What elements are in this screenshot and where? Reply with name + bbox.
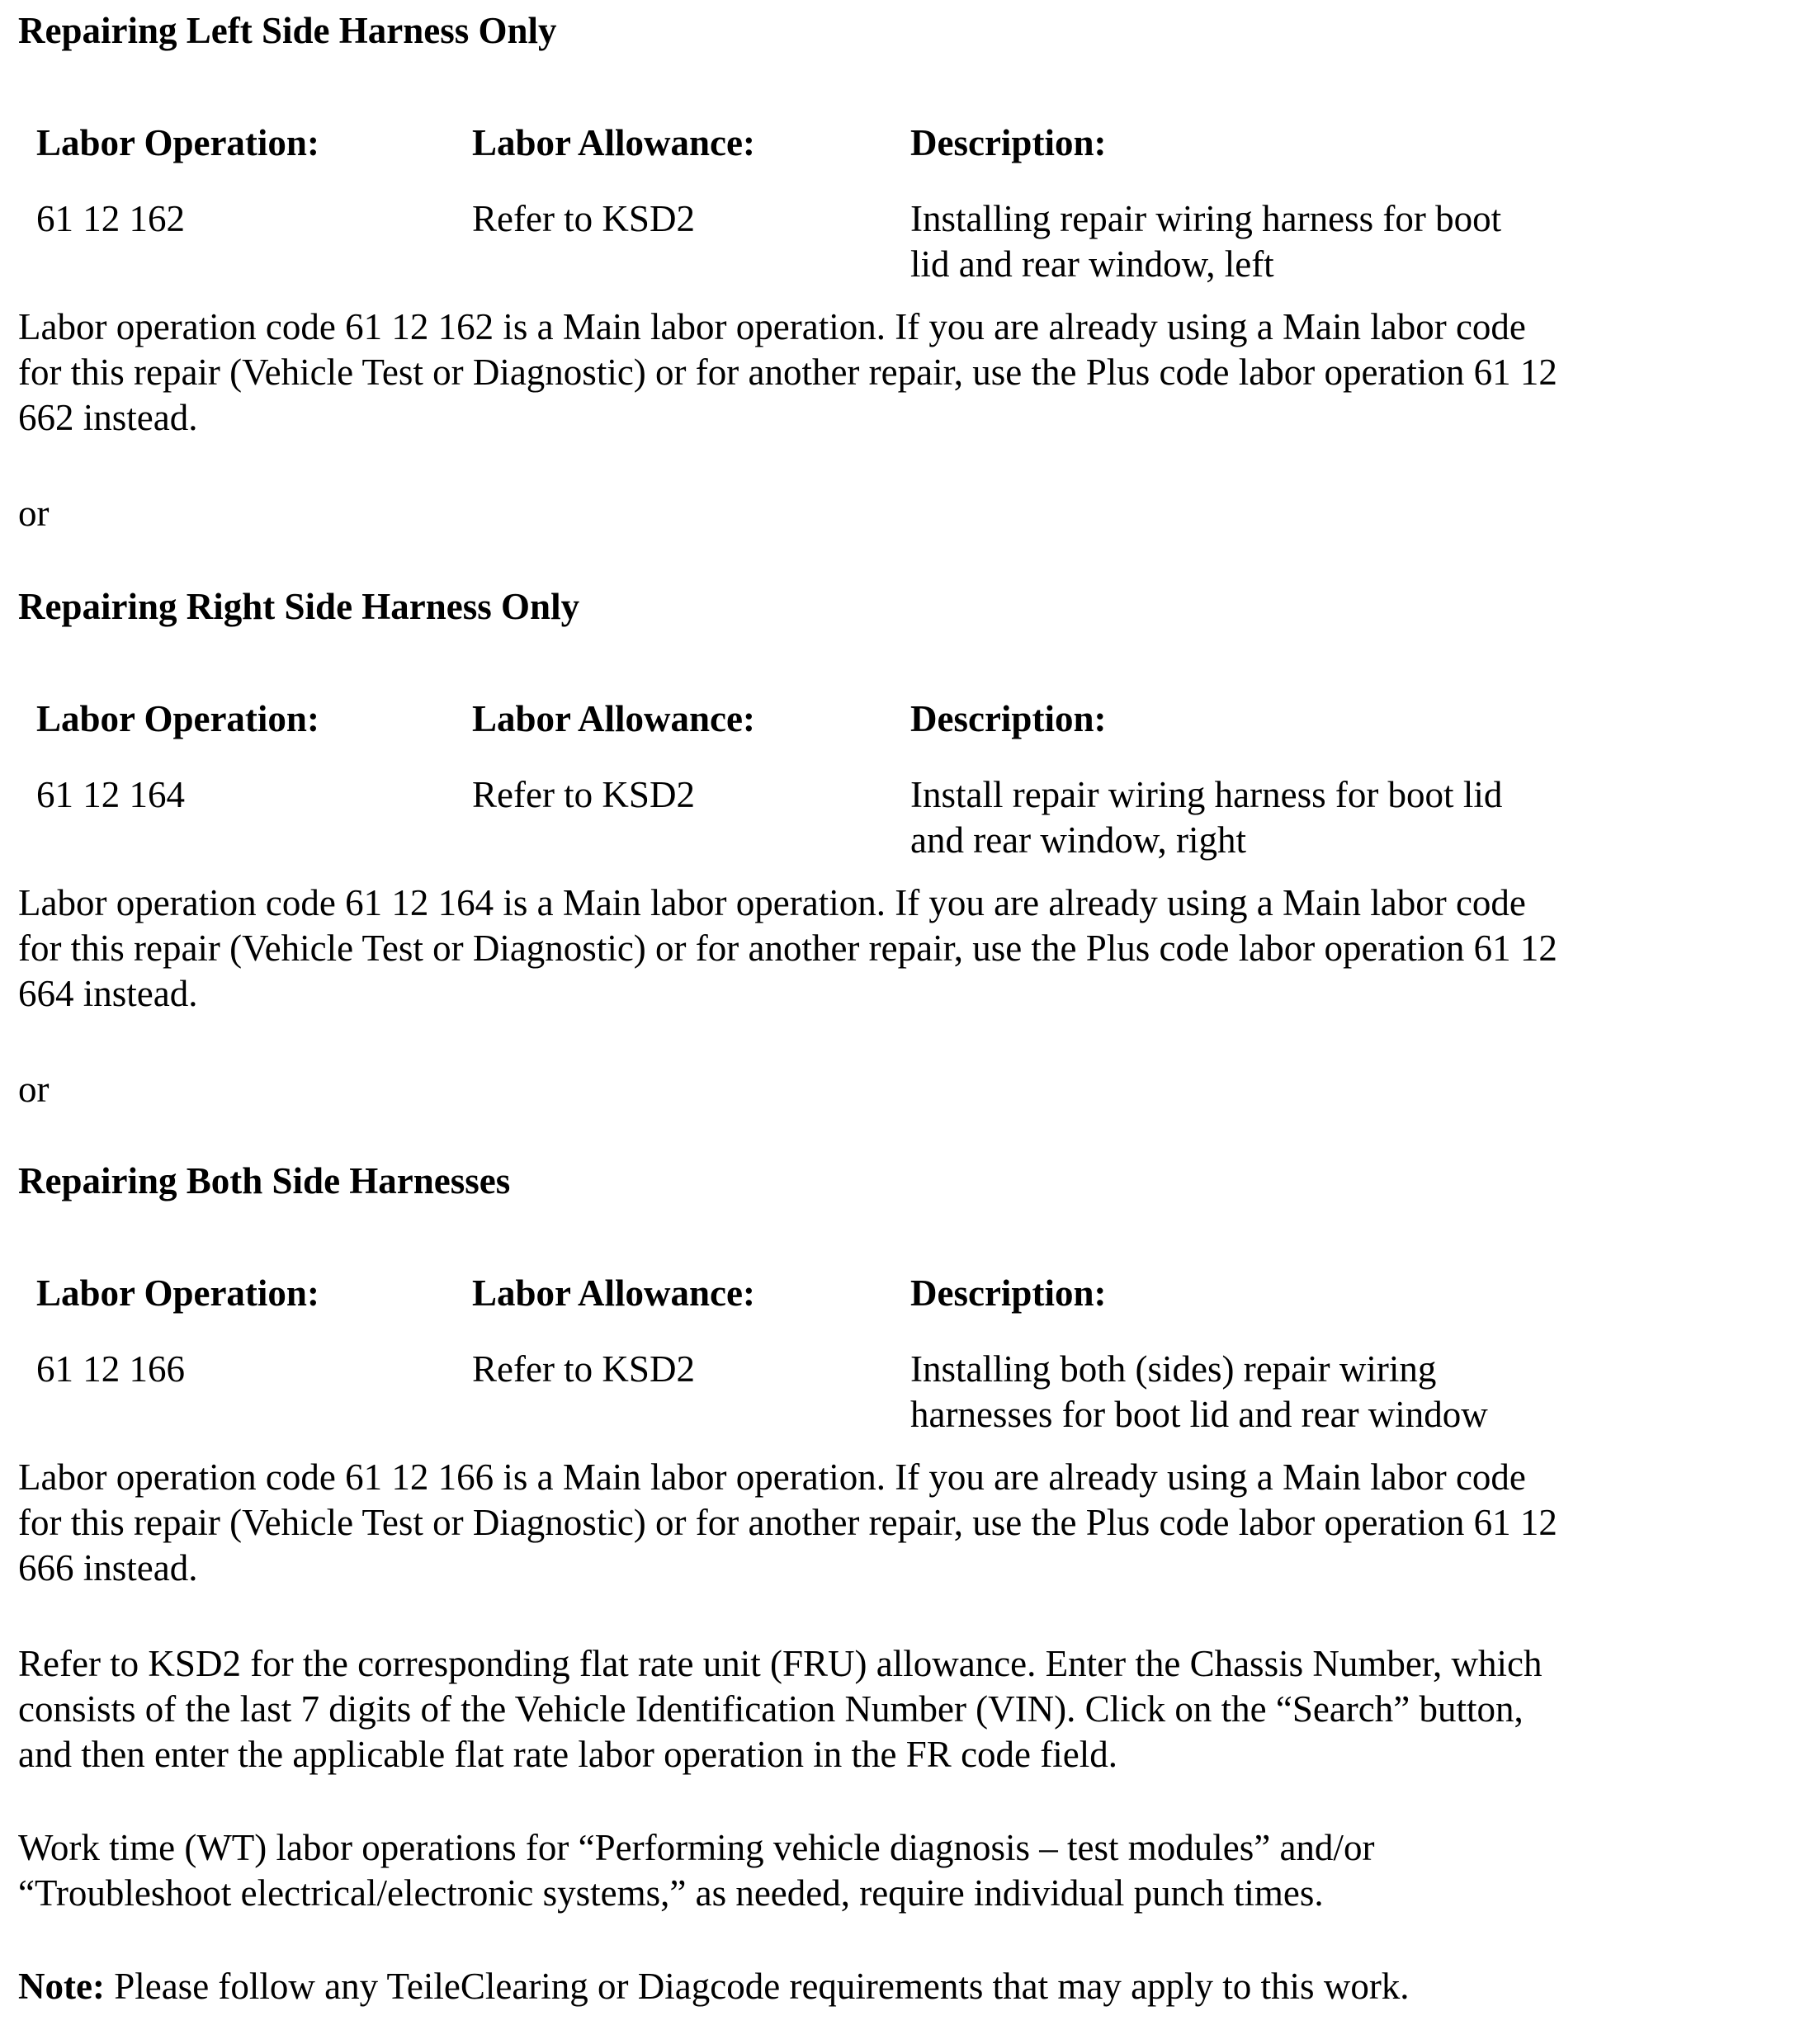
header-labor-allowance: Labor Allowance:	[472, 122, 755, 163]
header-labor-allowance: Labor Allowance:	[472, 698, 755, 739]
paragraph-line: 666 instead.	[18, 1547, 198, 1588]
labor-allowance: Refer to KSD2	[472, 774, 695, 815]
header-labor-allowance: Labor Allowance:	[472, 1272, 755, 1314]
paragraph-line: Labor operation code 61 12 164 is a Main labor operation. If you are already using a Main labor code	[18, 882, 1526, 923]
main-labor-paragraph	[18, 880, 1557, 1017]
paragraph-line: and then enter the applicable flat rate labor operation in the FR code field.	[18, 1734, 1117, 1775]
labor-operation-code: 61 12 166	[36, 1348, 185, 1390]
header-labor-operation: Labor Operation:	[36, 698, 319, 739]
description-line: Install repair wiring harness for boot lid	[910, 774, 1503, 815]
or-separator: or	[18, 493, 50, 534]
paragraph-line: for this repair (Vehicle Test or Diagnostic) or for another repair, use the Plus code labor operation 61 12	[18, 928, 1557, 969]
description	[910, 196, 1501, 287]
paragraph-line: for this repair (Vehicle Test or Diagnostic) or for another repair, use the Plus code labor operation 61 12	[18, 352, 1557, 393]
work-time-paragraph	[18, 1825, 1374, 1916]
note-text: Please follow any TeileClearing or Diagcode requirements that may apply to this work.	[104, 1966, 1410, 2007]
header-description: Description:	[910, 1272, 1107, 1314]
description-line: and rear window, right	[910, 819, 1246, 861]
header-description: Description:	[910, 122, 1107, 163]
description	[910, 772, 1502, 863]
paragraph-line: “Troubleshoot electrical/electronic systems,” as needed, require individual punch times.	[18, 1872, 1324, 1914]
ksd2-paragraph	[18, 1641, 1542, 1777]
paragraph-line: Labor operation code 61 12 166 is a Main labor operation. If you are already using a Main labor code	[18, 1456, 1526, 1498]
section-heading: Repairing Left Side Harness Only	[18, 10, 557, 51]
description-line: harnesses for boot lid and rear window	[910, 1394, 1488, 1435]
note-label: Note:	[18, 1966, 105, 2007]
description-line: lid and rear window, left	[910, 243, 1274, 285]
main-labor-paragraph	[18, 304, 1557, 441]
description-line: Installing repair wiring harness for boot	[910, 198, 1502, 239]
labor-operation-code: 61 12 162	[36, 198, 185, 239]
labor-allowance: Refer to KSD2	[472, 1348, 695, 1390]
or-separator: or	[18, 1069, 50, 1110]
labor-operation-code: 61 12 164	[36, 774, 185, 815]
description	[910, 1347, 1488, 1437]
paragraph-line: consists of the last 7 digits of the Vehicle Identification Number (VIN). Click on the “Search” button,	[18, 1688, 1524, 1730]
section-heading: Repairing Right Side Harness Only	[18, 586, 580, 627]
header-labor-operation: Labor Operation:	[36, 122, 319, 163]
paragraph-line: 664 instead.	[18, 973, 198, 1014]
paragraph-line: Work time (WT) labor operations for “Performing vehicle diagnosis – test modules” and/or	[18, 1827, 1375, 1868]
note-paragraph	[18, 1964, 1410, 2009]
main-labor-paragraph	[18, 1455, 1557, 1591]
header-description: Description:	[910, 698, 1107, 739]
header-labor-operation: Labor Operation:	[36, 1272, 319, 1314]
paragraph-line: 662 instead.	[18, 397, 198, 438]
paragraph-line: for this repair (Vehicle Test or Diagnostic) or for another repair, use the Plus code labor operation 61 12	[18, 1502, 1557, 1543]
paragraph-line: Labor operation code 61 12 162 is a Main labor operation. If you are already using a Main labor code	[18, 306, 1526, 347]
description-line: Installing both (sides) repair wiring	[910, 1348, 1437, 1390]
section-heading: Repairing Both Side Harnesses	[18, 1160, 511, 1201]
labor-allowance: Refer to KSD2	[472, 198, 695, 239]
paragraph-line: Refer to KSD2 for the corresponding flat rate unit (FRU) allowance. Enter the Chassis Number, which	[18, 1643, 1543, 1684]
